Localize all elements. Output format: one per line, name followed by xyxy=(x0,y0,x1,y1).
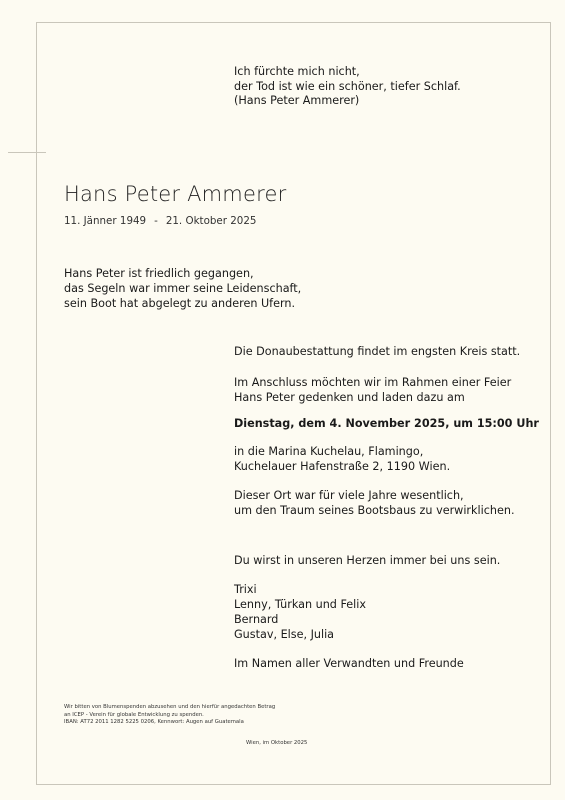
motto-attribution: (Hans Peter Ammerer) xyxy=(234,94,360,107)
mourner-name: Gustav, Else, Julia xyxy=(234,628,335,641)
place-line: um den Traum seines Bootsbaus zu verwirklichen. xyxy=(234,504,515,517)
location-line: in die Marina Kuchelau, Flamingo, xyxy=(234,445,424,458)
intro-text xyxy=(64,266,301,311)
event-date-time xyxy=(234,416,539,431)
life-dates xyxy=(64,215,256,227)
birth-date: 11. Jänner 1949 xyxy=(64,215,147,227)
gathering-line: Im Anschluss möchten wir im Rahmen einer Feier xyxy=(234,376,512,389)
intro-line: sein Boot hat abgelegt zu anderen Ufern. xyxy=(64,297,296,310)
place-and-date: Wien, im Oktober 2025 xyxy=(246,740,308,746)
motto-quote xyxy=(234,65,461,109)
gathering-line: Hans Peter gedenken und laden dazu am xyxy=(234,391,465,404)
donation-line: Wir bitten von Blumenspenden abzusehen und den hierfür angedachten Betrag xyxy=(64,704,276,710)
burial-notice xyxy=(234,344,520,359)
remembrance-line xyxy=(234,553,500,568)
cross-vertical-line xyxy=(36,118,37,188)
event-location xyxy=(234,444,450,474)
place-line: Dieser Ort war für viele Jahre wesentlich, xyxy=(234,489,464,502)
iban-line: IBAN: AT72 2011 1282 5225 0206, Kennwort: Augen auf Guatemala xyxy=(64,719,244,725)
cross-horizontal-line xyxy=(8,152,46,153)
donation-note xyxy=(64,704,275,727)
donation-line: an ICEP - Verein für globale Entwicklung zu spenden. xyxy=(64,711,204,718)
deceased-name: Hans Peter Ammerer xyxy=(64,182,287,206)
remembrance-text: Du wirst in unseren Herzen immer bei uns sein. xyxy=(234,554,501,567)
mourner-name: Bernard xyxy=(234,613,279,626)
place-significance xyxy=(234,488,515,518)
date-separator: - xyxy=(154,215,158,227)
event-date-text: Dienstag, dem 4. November 2025, um 15:00 Uhr xyxy=(234,417,539,430)
mourner-name: Trixi xyxy=(234,583,257,596)
intro-line: das Segeln war immer seine Leidenschaft, xyxy=(64,282,302,295)
intro-line: Hans Peter ist friedlich gegangen, xyxy=(64,267,254,280)
mourner-name: Lenny, Türkan und Felix xyxy=(234,598,366,611)
gathering-invitation xyxy=(234,375,511,405)
death-date: 21. Oktober 2025 xyxy=(165,215,257,227)
closing-line xyxy=(234,656,464,671)
address-line: Kuchelauer Hafenstraße 2, 1190 Wien. xyxy=(234,460,451,473)
burial-text: Die Donaubestattung findet im engsten Kreis statt. xyxy=(234,345,521,358)
mourners-list xyxy=(234,582,366,642)
closing-text: Im Namen aller Verwandten und Freunde xyxy=(234,657,464,670)
motto-line: der Tod ist wie ein schöner, tiefer Schlaf. xyxy=(234,79,461,93)
motto-line: Ich fürchte mich nicht, xyxy=(234,65,360,78)
